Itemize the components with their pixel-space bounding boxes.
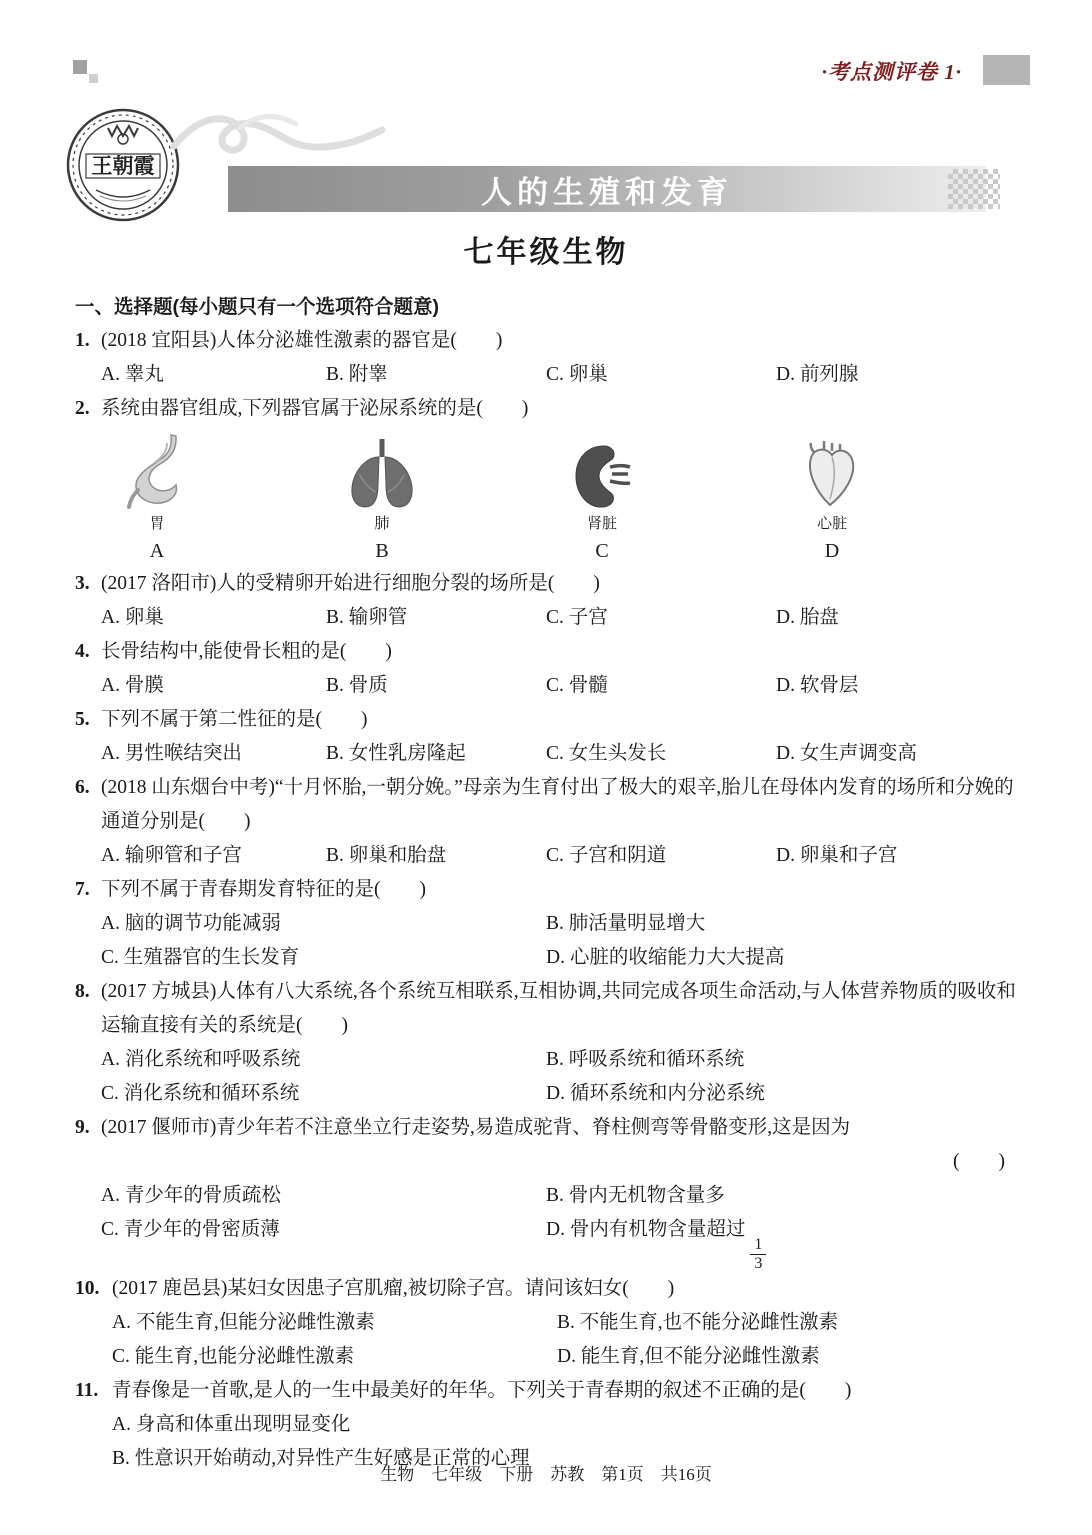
organ-images-row [75,429,1017,535]
question-stem: 青春像是一首歌,是人的一生中最美好的年华。下列关于青春期的叙述不正确的是( ) [112,1380,852,1402]
question-number: 10. [75,1278,100,1300]
heart-image [802,439,862,513]
option-b: B. 性意识开始萌动,对异性产生好感是正常的心理 [112,1448,530,1470]
option-d-text: D. 骨内有机物含量超过 [546,1219,746,1240]
question-stem: (2018 宜阳县)人体分泌雄性激素的器官是( ) [101,330,503,351]
header-gray-block [983,55,1030,85]
option-d: D. 能生育,但不能分泌雌性激素 [557,1346,820,1368]
question-number: 7. [75,879,90,900]
option-b: B. 附睾 [326,364,388,385]
option-a: A. 身高和体重出现明显变化 [112,1414,351,1436]
option-c: C. 骨髓 [546,675,608,696]
organ-heart [776,429,888,535]
stomach-image [121,433,193,513]
brand-logo-icon [64,106,182,224]
option-d: D. 前列腺 [776,364,859,385]
organ-stomach [101,429,213,535]
option-a: A. 卵巢 [101,607,164,628]
question-number: 8. [75,981,90,1002]
question-9 [75,1111,1017,1272]
option-d: D [824,540,840,562]
question-2 [75,392,1017,567]
option-d: D. 心脏的收缩能力大大提高 [546,947,785,968]
options-row [75,669,1017,703]
question-stem: 系统由器官组成,下列器官属于泌尿系统的是( ) [101,398,529,419]
fraction-denominator: 3 [754,1254,763,1272]
option-b: B. 肺活量明显增大 [546,913,706,934]
option-c: C. 子宫和阴道 [546,845,667,866]
options-row [75,1306,1017,1374]
option-d: D. 循环系统和内分泌系统 [546,1083,765,1104]
decorative-square-small [89,74,98,83]
title-banner [228,166,986,212]
page-subtitle: 七年级生物 [463,236,629,269]
kidney-image [570,443,634,513]
option-a: A. 睾丸 [101,364,164,385]
options-row [75,907,1017,975]
option-d: D. 胎盘 [776,607,839,628]
section-title: 一、选择题(每小题只有一个选项符合题意) [75,296,439,318]
question-4 [75,635,1017,703]
options-row [75,1043,1017,1111]
brand-logo [64,106,182,229]
lung-image [346,437,418,513]
options-row [75,839,1017,873]
organ-letters-row [75,535,1017,567]
option-c: C. 消化系统和循环系统 [101,1083,300,1104]
option-b: B. 输卵管 [326,607,408,628]
option-c: C. 青少年的骨密质薄 [101,1219,280,1240]
page-title: 人的生殖和发育 [481,174,733,210]
organ-caption: 肾脏 [586,516,617,532]
question-6 [75,771,1017,873]
option-b: B [375,540,389,562]
option-a: A. 脑的调节功能减弱 [101,913,281,934]
page-footer: 生物 七年级 下册 苏教 第1页 共16页 [380,1465,712,1484]
options-row [75,737,1017,771]
question-list [75,290,1017,1476]
option-c: C. 子宫 [546,607,608,628]
option-b: B. 骨内无机物含量多 [546,1185,725,1206]
question-10 [75,1272,1017,1374]
question-stem: 下列不属于第二性征的是( ) [101,709,368,730]
organ-caption: 心脏 [816,516,847,532]
question-5 [75,703,1017,771]
option-d [546,1213,1017,1272]
fraction-numerator: 1 [750,1236,766,1255]
options-row [75,1179,1017,1272]
question-stem: (2017 洛阳市)人的受精卵开始进行细胞分裂的场所是( ) [101,573,600,594]
option-a: A. 不能生育,但能分泌雌性激素 [112,1312,375,1334]
question-stem: 下列不属于青春期发育特征的是( ) [101,879,426,900]
question-1 [75,324,1017,392]
option-a: A. 消化系统和呼吸系统 [101,1049,301,1070]
option-a: A. 骨膜 [101,675,164,696]
decorative-square-large [73,60,87,74]
option-b: B. 骨质 [326,675,388,696]
option-d: D. 女生声调变高 [776,743,917,764]
option-d: D. 卵巢和子宫 [776,845,898,866]
organ-kidney [546,429,658,535]
option-b: B. 不能生育,也不能分泌雌性激素 [557,1312,839,1334]
question-number: 9. [75,1117,90,1138]
question-number: 3. [75,573,90,594]
question-3 [75,567,1017,635]
option-a: A. 青少年的骨质疏松 [101,1185,281,1206]
option-b: B. 女性乳房隆起 [326,743,466,764]
option-d: D. 软骨层 [776,675,859,696]
checker-pattern [948,169,1000,209]
option-c: C. 生殖器官的生长发育 [101,947,300,968]
question-stem: 长骨结构中,能使骨长粗的是( ) [101,641,392,662]
option-c: C. 女生头发长 [546,743,667,764]
question-number: 4. [75,641,90,662]
question-stem: (2017 鹿邑县)某妇女因患子宫肌瘤,被切除子宫。请问该妇女( ) [112,1278,675,1300]
question-number: 11. [75,1380,99,1402]
organ-caption: 肺 [374,516,390,532]
option-c: C [595,540,609,562]
question-number: 1. [75,330,90,351]
option-a: A. 男性喉结突出 [101,743,242,764]
option-a: A. 输卵管和子宫 [101,845,242,866]
option-b: B. 卵巢和胎盘 [326,845,447,866]
question-number: 5. [75,709,90,730]
header-tag: ·考点测评卷 1· [821,60,962,84]
question-7 [75,873,1017,975]
options-row [75,601,1017,635]
question-stem: (2017 偃师市)青少年若不注意坐立行走姿势,易造成驼背、脊柱侧弯等骨骼变形,这是因为 [101,1117,851,1138]
question-stem: (2018 山东烟台中考)“十月怀胎,一朝分娩。”母亲为生育付出了极大的艰辛,胎儿在母体内发育的场所和分娩的通道分别是( ) [101,777,1014,832]
options-row [75,358,1017,392]
option-a: A [149,540,165,562]
brand-logo-text: 王朝霞 [91,154,155,178]
question-number: 2. [75,398,90,419]
organ-caption: 胃 [149,516,165,532]
question-8 [75,975,1017,1111]
option-c: C. 卵巢 [546,364,608,385]
fraction [750,1236,766,1272]
answer-bracket: ( ) [953,1151,1005,1172]
organ-lung [326,429,438,535]
question-number: 6. [75,777,90,798]
option-c: C. 能生育,也能分泌雌性激素 [112,1346,355,1368]
question-stem: (2017 方城县)人体有八大系统,各个系统互相联系,互相协调,共同完成各项生命活动,与人体营养物质的吸收和运输直接有关的系统是( ) [101,981,1016,1036]
option-b: B. 呼吸系统和循环系统 [546,1049,745,1070]
